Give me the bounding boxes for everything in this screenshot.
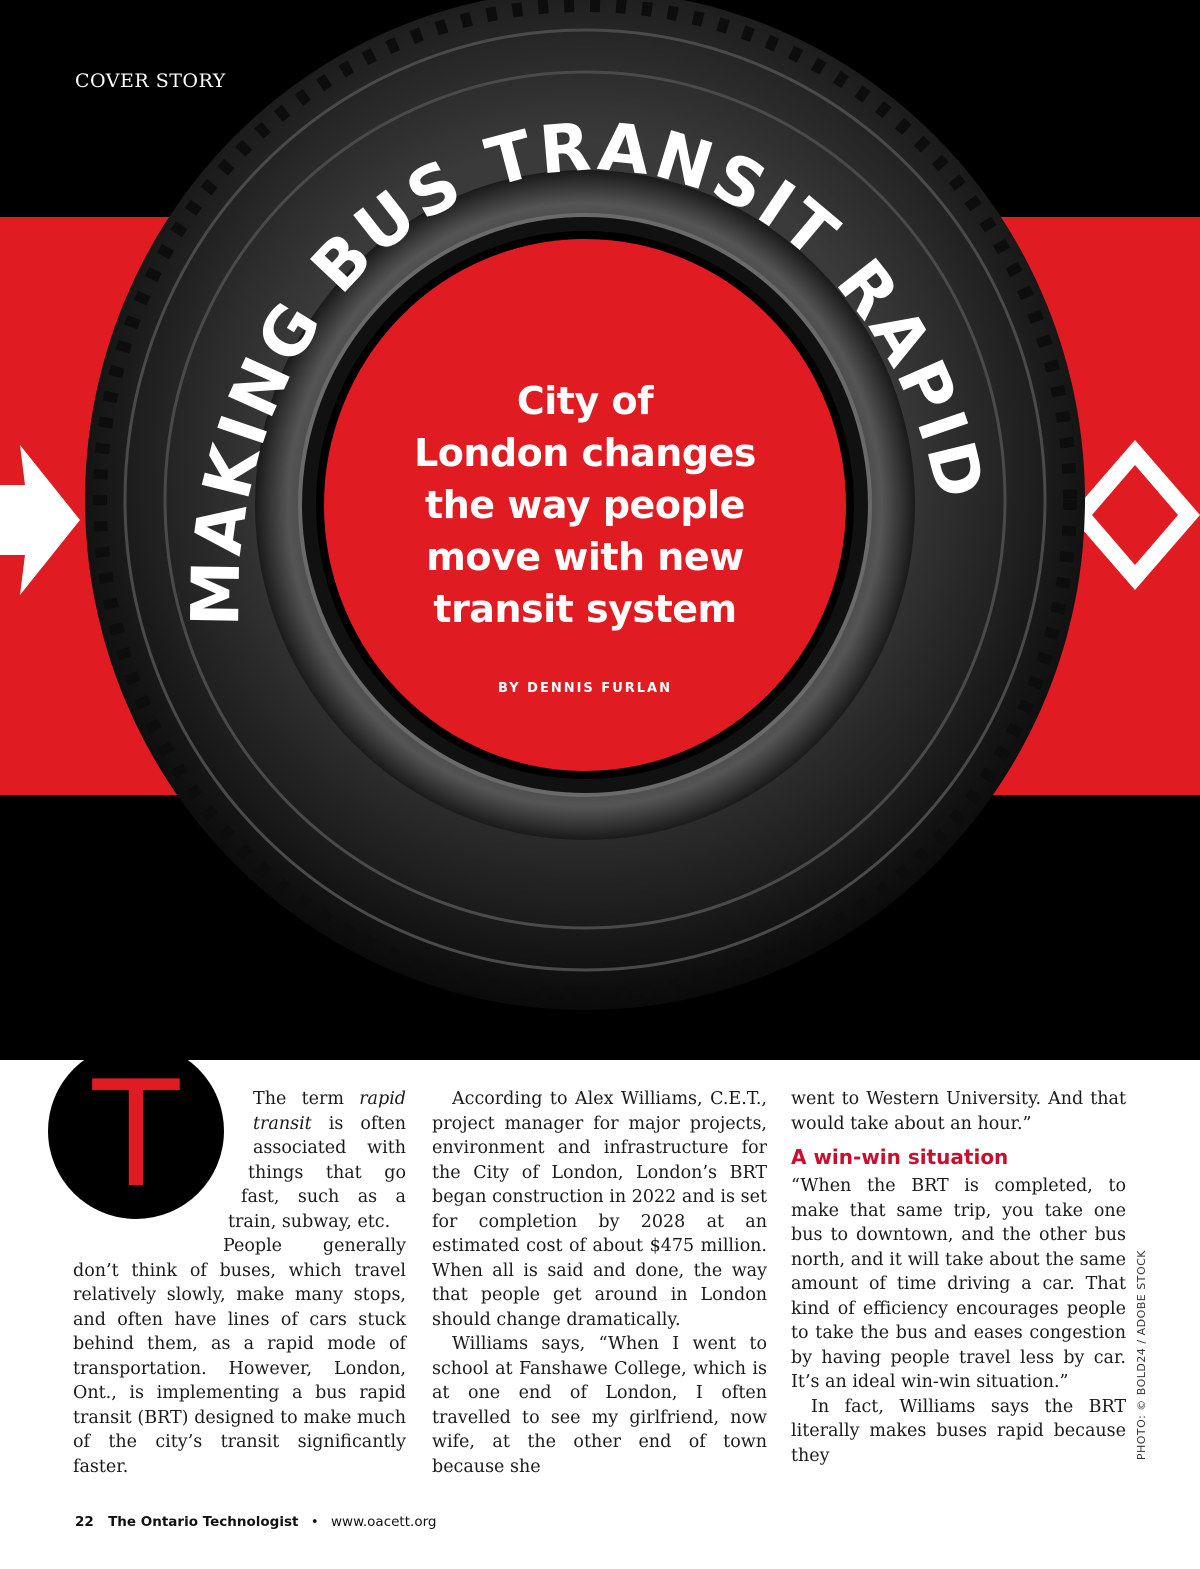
subtitle-line: move with new — [426, 535, 744, 579]
paragraph: In fact, Williams says the BRT literally makes buses rapid because they — [791, 1396, 1126, 1466]
subheading: A win-win situation — [791, 1145, 1009, 1169]
subtitle-line: the way people — [425, 483, 745, 527]
separator: • — [310, 1514, 319, 1530]
paragraph: went to Western University. And that would take about an hour.” — [791, 1089, 1126, 1134]
paragraph: People generally don’t think of buses, which travel relatively slowly, make many stops, and often have lines of cars stuck behind them, as a rapid mode of transportation. However, London, Ont., is implementing a bus rapid transit (BRT) designed to make much of the city’s transit significantly faster. — [73, 1236, 406, 1477]
dropcap-letter: T — [88, 1045, 184, 1218]
article-column-1 — [73, 1087, 406, 1479]
paragraph: According to Alex Williams, C.E.T., project manager for major projects, environment and infrastructure for the City of London, London’s BRT began construction in 2022 and is set for completion by 2028 at an estimated cost of about $475 million. When all is said and done, the way that people get around in London should change dramatically. — [432, 1089, 767, 1330]
text: is often associated with things that go fast, such as a train, subway, etc. — [228, 1113, 406, 1232]
text: he term — [264, 1089, 360, 1109]
photo-credit-text: PHOTO: © BOLD24 / ADOBE STOCK — [1135, 1250, 1148, 1461]
paragraph: Williams says, “When I went to school at Fanshawe College, which is at one end of London, I often travelled to see my girlfriend, now wife, at the other end of town because she — [432, 1334, 767, 1477]
subtitle-line: London changes — [414, 431, 756, 475]
page-number: 22 — [75, 1514, 94, 1530]
paragraph: “When the BRT is completed, to make that same trip, you take one bus to downtown, and the other bus north, and it will take about the same amount of time driving a car. That kind of efficiency encourages people to take the bus and eases congestion by having people travel less by car. It’s an ideal win-win situation.” — [791, 1176, 1126, 1392]
subtitle-line: transit system — [433, 587, 737, 631]
photo-credit — [1135, 1250, 1155, 1490]
publication-name: The Ontario Technologist — [108, 1514, 299, 1530]
article-column-3 — [791, 1087, 1126, 1468]
website-link[interactable]: www.oacett.org — [331, 1514, 437, 1530]
headline-text: MAKING BUS TRANSIT RAPID — [176, 108, 1000, 628]
article-column-2 — [432, 1087, 767, 1479]
section-label: COVER STORY — [75, 70, 226, 92]
emphasis: rapid transit — [253, 1089, 406, 1134]
subtitle-line: City of — [516, 379, 654, 423]
subtitle — [380, 375, 790, 635]
byline: BY DENNIS FURLAN — [498, 681, 672, 696]
page-footer — [75, 1514, 436, 1530]
paragraph: The term rapid transit is often associated with things that go fast, such as a train, subway, etc. — [228, 1089, 406, 1232]
